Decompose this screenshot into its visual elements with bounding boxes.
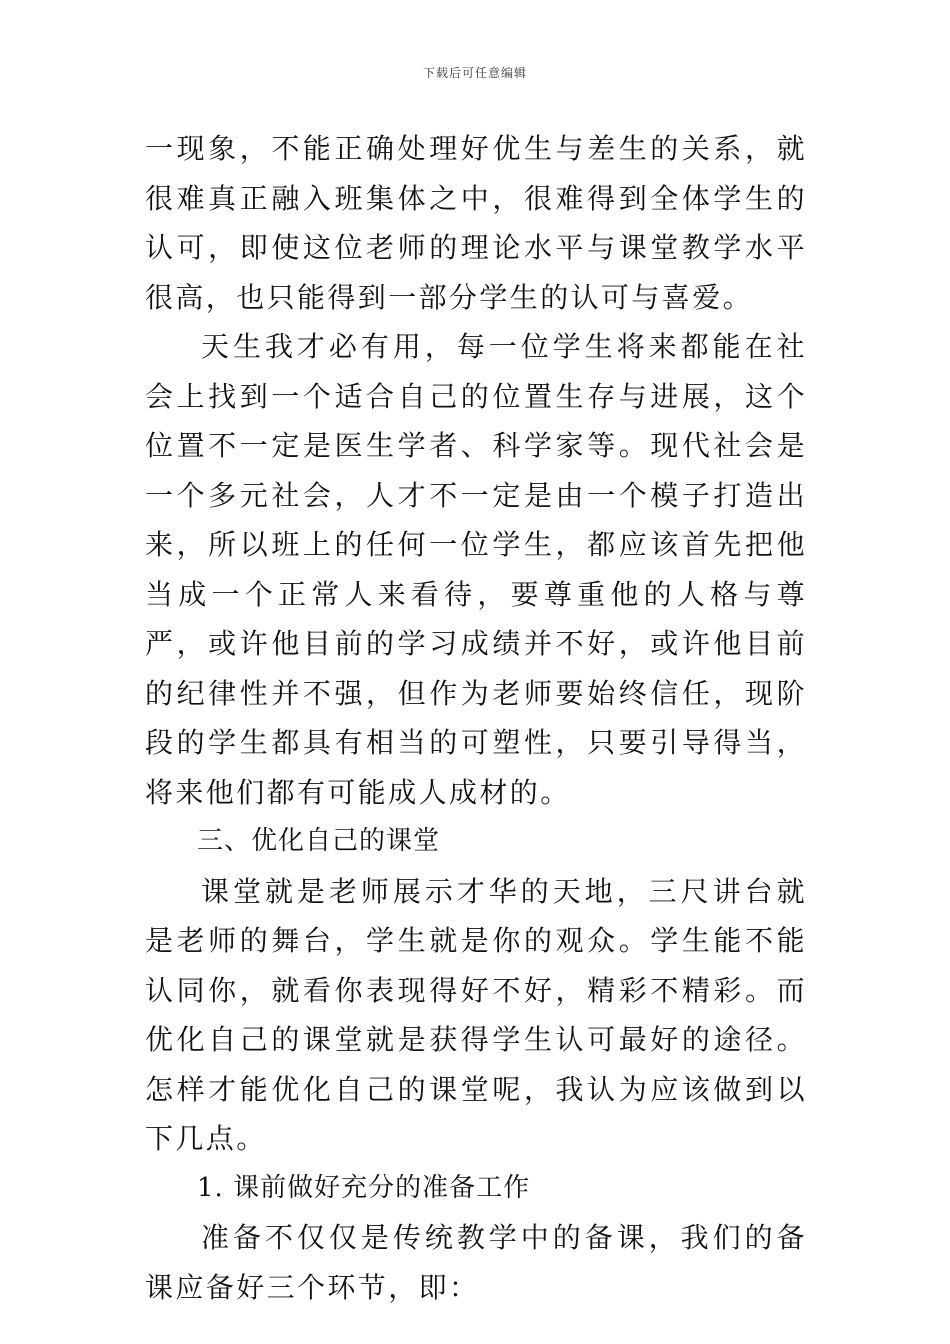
document-body	[145, 124, 807, 1312]
paragraph-talent: 天生我才必有用，每一位学生将来都能在社会上找到一个适合自己的位置生存与进展，这个位置不一定是医生学者、科学家等。现代社会是一个多元社会，人才不一定是由一个模子打造出来，所以班上的任何一位学生，都应该首先把他当成一个正常人来看待，要尊重他的人格与尊严，或许他目前的学习成绩并不好，或许他目前的纪律性并不强，但作为老师要始终信任，现阶段的学生都具有相当的可塑性，只要引导得当，将来他们都有可能成人成材的。	[145, 330, 807, 809]
subsection-heading: 1. 课前做好充分的准备工作	[197, 1172, 531, 1203]
paragraph-preparation: 准备不仅仅是传统教学中的备课，我们的备课应备好三个环节，即：	[145, 1221, 807, 1304]
paragraph-classroom: 课堂就是老师展示才华的天地，三尺讲台就是老师的舞台，学生就是你的观众。学生能不能认同你，就看你表现得好不好，精彩不精彩。而优化自己的课堂就是获得学生认可最好的途径。怎样才能优化自己的课堂呢，我认为应该做到以下几点。	[145, 874, 807, 1155]
paragraph-continuation: 一现象，不能正确处理好优生与差生的关系，就很难真正融入班集体之中，很难得到全体学生的认可，即使这位老师的理论水平与课堂教学水平很高，也只能得到一部分学生的认可与喜爱。	[145, 132, 807, 314]
header-note: 下载后可任意编辑	[422, 66, 527, 80]
section-heading: 三、优化自己的课堂	[197, 826, 441, 856]
